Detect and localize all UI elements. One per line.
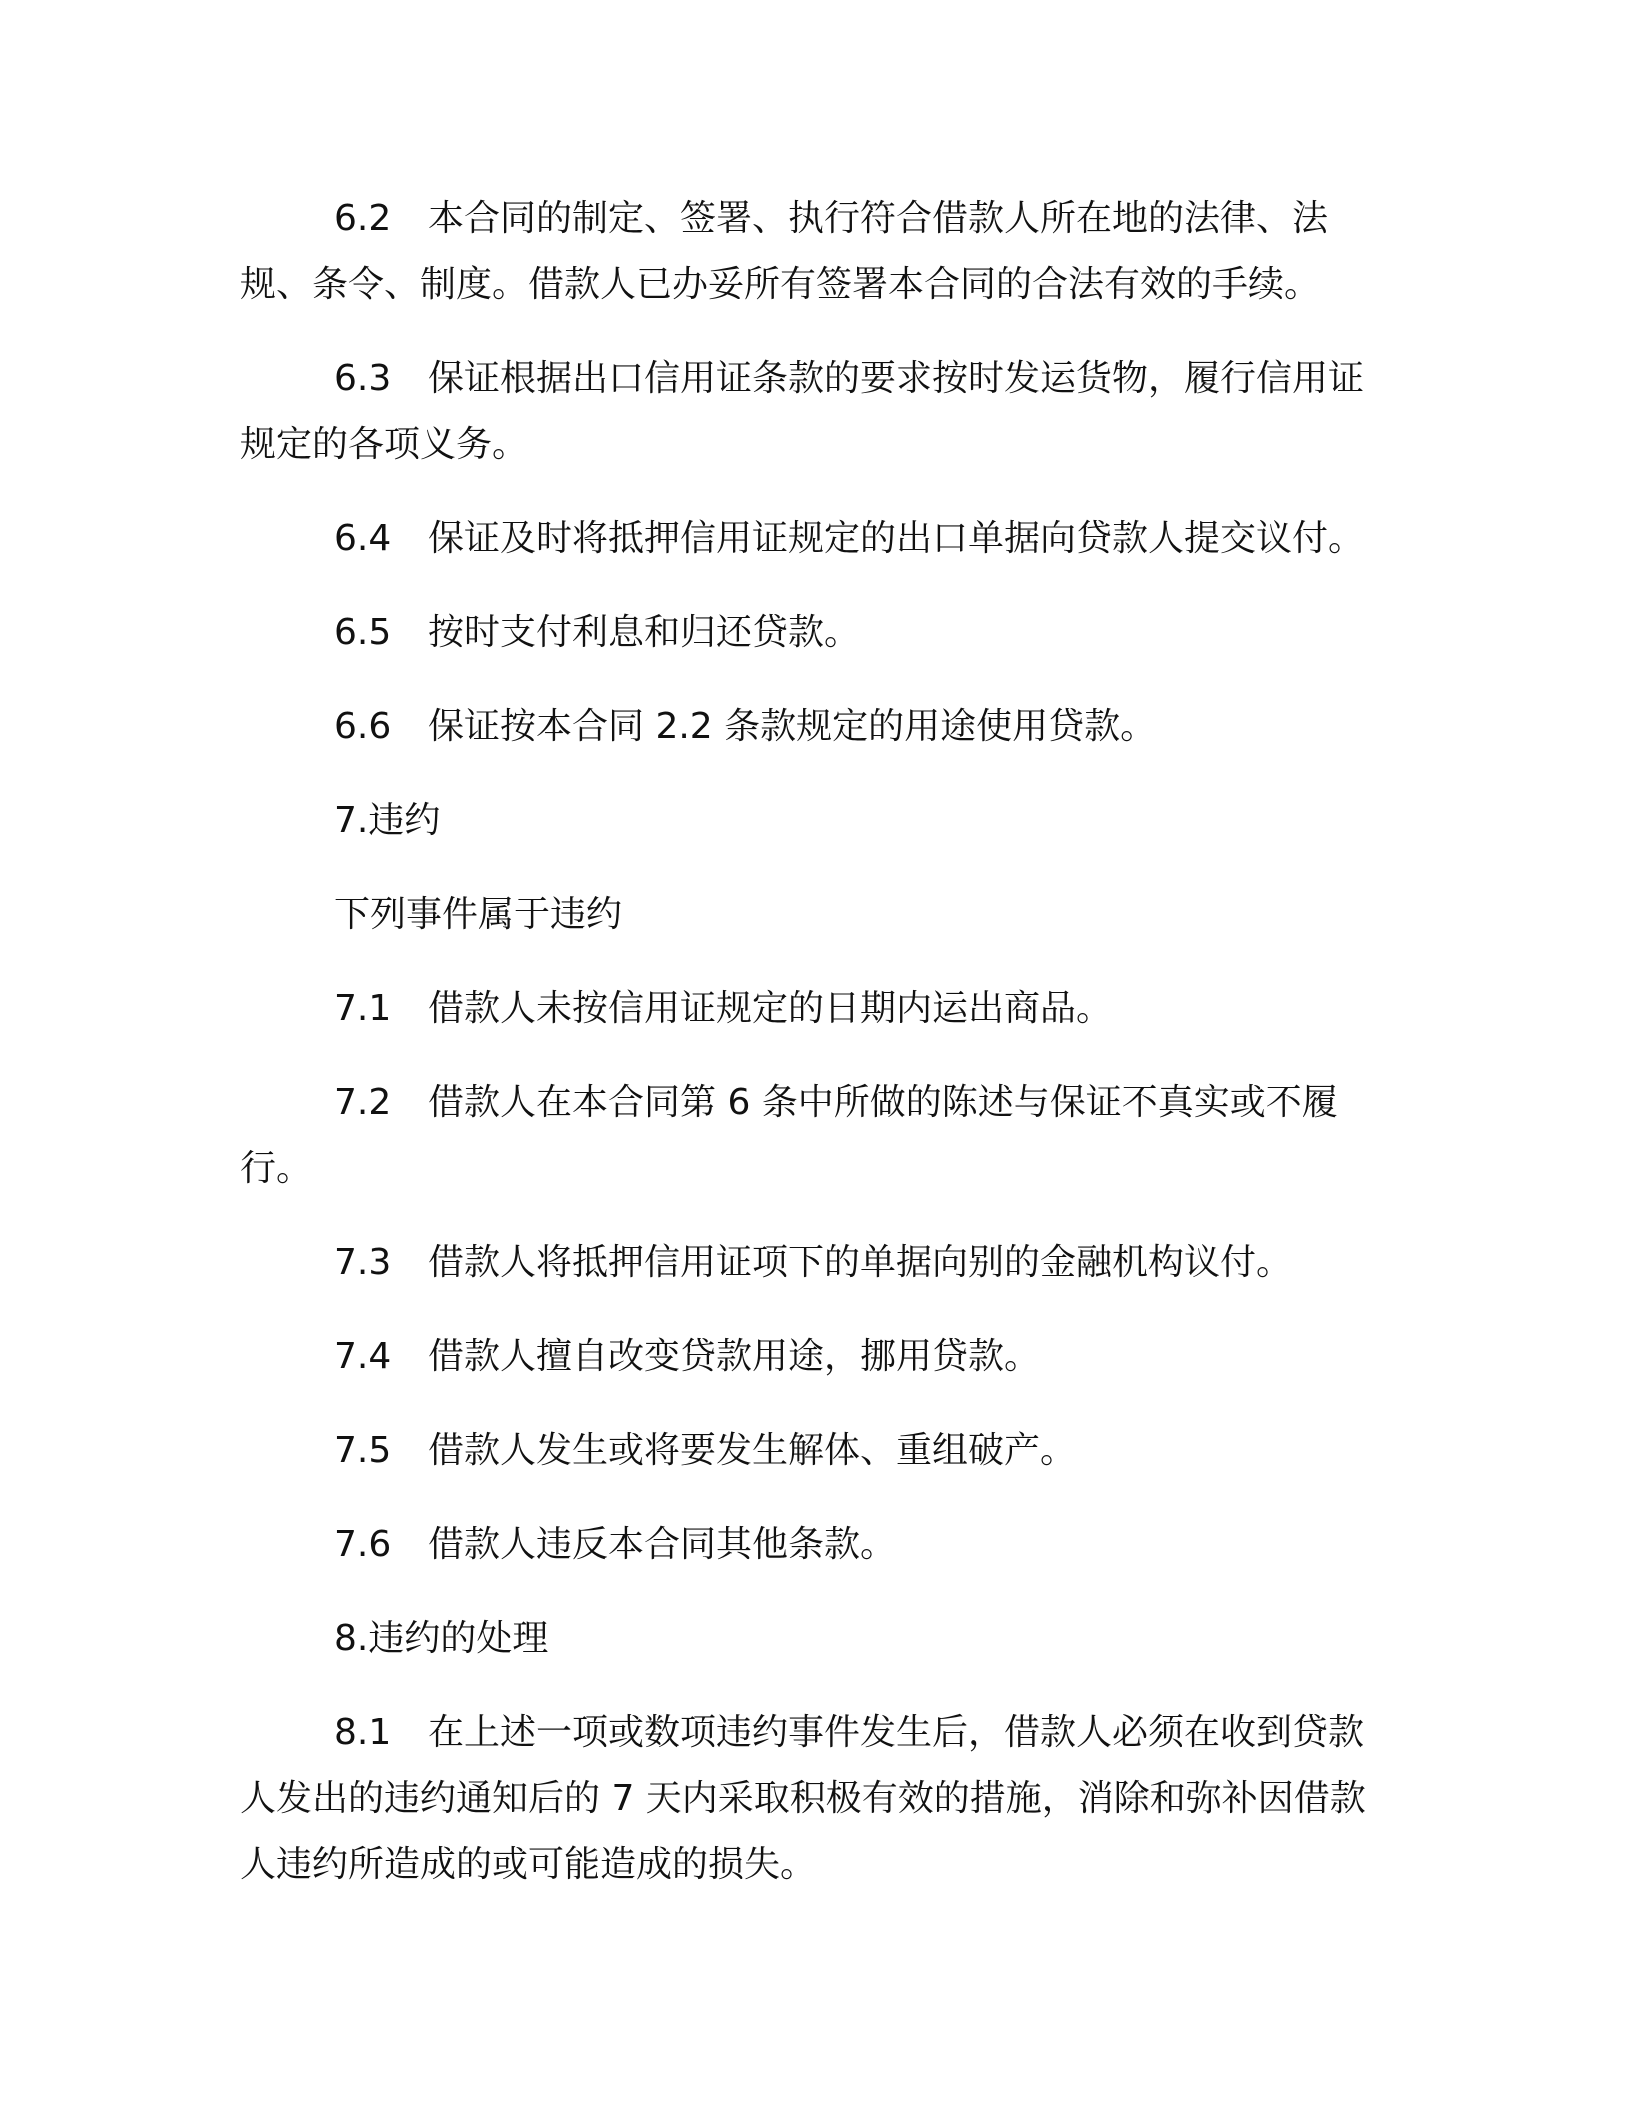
clause-7-4 <box>240 1324 1390 1390</box>
clause-number: 6.4 <box>334 518 392 559</box>
clause-6-2 <box>240 186 1390 318</box>
clause-7-6 <box>240 1512 1390 1578</box>
clause-number: 7.6 <box>334 1524 392 1565</box>
clause-7-1 <box>240 976 1390 1042</box>
clause-number: 7.4 <box>334 1336 392 1377</box>
clause-number: 6.3 <box>334 358 392 399</box>
clause-text: 在上述一项或数项违约事件发生后，借款人必须在收到贷款人发出的违约通知后的 7 天内采取积极有效的措施，消除和弥补因借款人违约所造成的或可能造成的损失。 <box>240 1712 1366 1885</box>
clause-7-5 <box>240 1418 1390 1484</box>
clause-text: 保证及时将抵押信用证规定的出口单据向贷款人提交议付。 <box>428 518 1365 559</box>
clause-text: 本合同的制定、签署、执行符合借款人所在地的法律、法规、条令、制度。借款人已办妥所有签署本合同的合法有效的手续。 <box>240 198 1329 305</box>
clause-7-2 <box>240 1070 1390 1202</box>
clause-8-1 <box>240 1700 1390 1898</box>
section-heading-8 <box>240 1606 1390 1672</box>
clause-text: 借款人将抵押信用证项下的单据向别的金融机构议付。 <box>428 1242 1293 1283</box>
clause-6-4 <box>240 506 1390 572</box>
clause-text: 借款人违反本合同其他条款。 <box>428 1524 897 1565</box>
clause-number: 6.6 <box>334 706 392 747</box>
clause-text: 按时支付利息和归还贷款。 <box>428 612 861 653</box>
section-intro-text: 下列事件属于违约 <box>334 894 623 935</box>
clause-text: 借款人在本合同第 6 条中所做的陈述与保证不真实或不履行。 <box>240 1082 1338 1189</box>
clause-6-6 <box>240 694 1390 760</box>
clause-7-3 <box>240 1230 1390 1296</box>
clause-text: 保证按本合同 2.2 条款规定的用途使用贷款。 <box>428 706 1157 747</box>
clause-number: 7.2 <box>334 1082 392 1123</box>
clause-6-5 <box>240 600 1390 666</box>
document-body <box>240 186 1390 1926</box>
clause-number: 7.1 <box>334 988 392 1029</box>
section-heading-text: 7.违约 <box>334 800 441 841</box>
clause-text: 保证根据出口信用证条款的要求按时发运货物，履行信用证规定的各项义务。 <box>240 358 1365 465</box>
section-heading-7 <box>240 788 1390 854</box>
clause-number: 6.5 <box>334 612 392 653</box>
clause-number: 8.1 <box>334 1712 392 1753</box>
clause-number: 7.3 <box>334 1242 392 1283</box>
clause-6-3 <box>240 346 1390 478</box>
section-heading-text: 8.违约的处理 <box>334 1618 549 1659</box>
clause-number: 7.5 <box>334 1430 392 1471</box>
section-intro <box>240 882 1390 948</box>
clause-text: 借款人未按信用证规定的日期内运出商品。 <box>428 988 1113 1029</box>
clause-text: 借款人发生或将要发生解体、重组破产。 <box>428 1430 1077 1471</box>
clause-text: 借款人擅自改变贷款用途，挪用贷款。 <box>428 1336 1041 1377</box>
clause-number: 6.2 <box>334 198 392 239</box>
